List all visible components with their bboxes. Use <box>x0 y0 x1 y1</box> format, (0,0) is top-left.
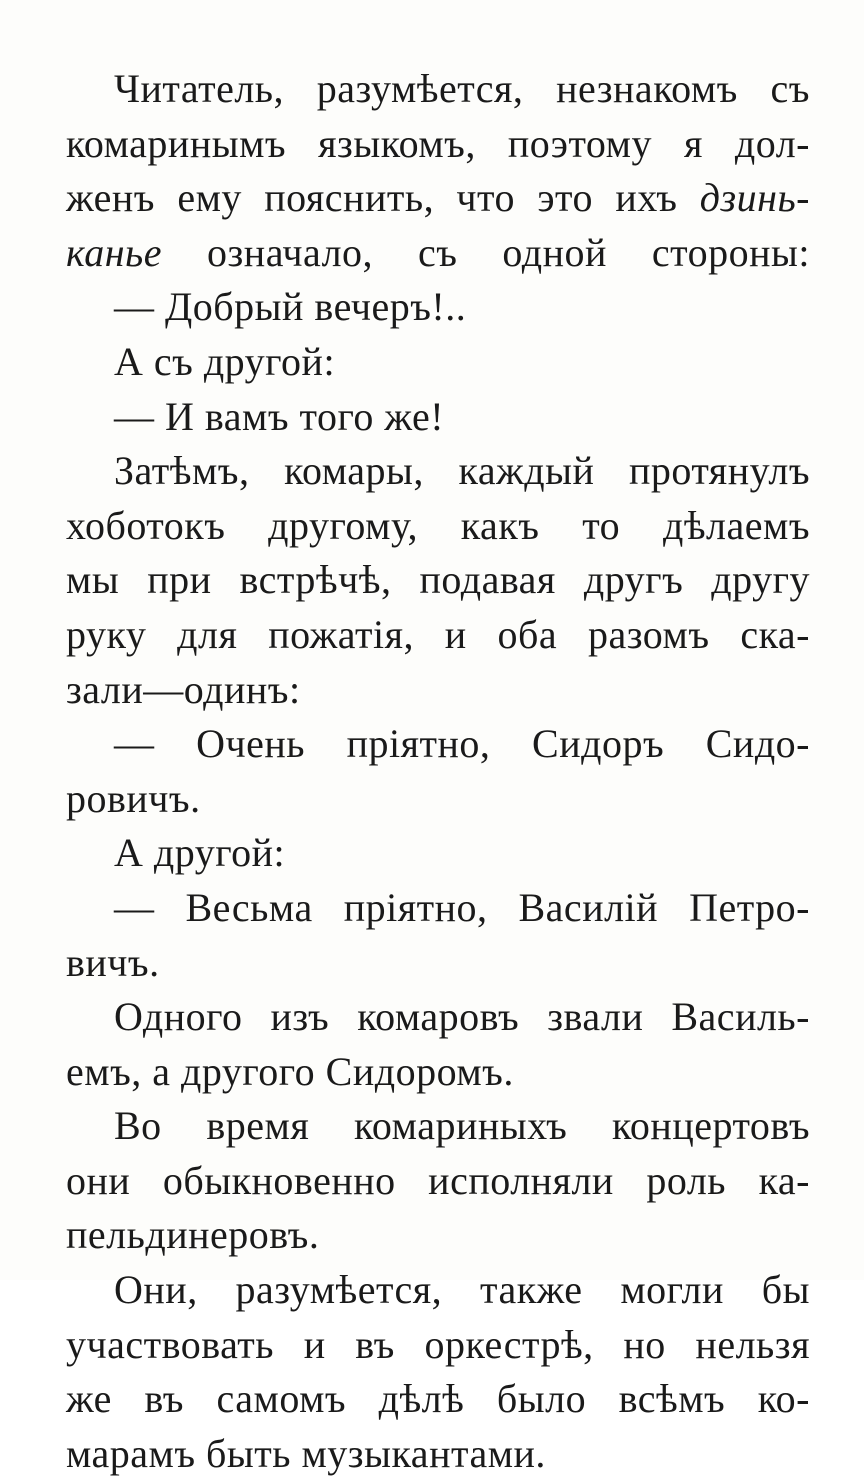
text-line: Затѣмъ, комары, каждый протянулъ <box>114 448 810 494</box>
text-line: руку для пожатія, и оба разомъ ска- <box>66 611 810 657</box>
text-line-main: женъ ему пояснить, что это ихъ <box>66 175 678 221</box>
text-line: они обыкновенно исполняли роль ка- <box>66 1157 810 1203</box>
text-line: же въ самомъ дѣлѣ было всѣмъ ко- <box>66 1376 810 1422</box>
text-line: А другой: <box>114 830 286 876</box>
text-line: пельдинеровъ. <box>66 1212 320 1258</box>
text-line: А съ другой: <box>114 338 336 384</box>
text-line-italic: дзинь- <box>699 175 811 221</box>
text-line: зали—одинъ: <box>66 666 301 712</box>
text-line: ровичъ. <box>66 775 201 821</box>
text-line: — И вамъ того же! <box>114 393 445 439</box>
text-line: участвовать и въ оркестрѣ, но нельзя <box>66 1321 810 1367</box>
text-line: комаринымъ языкомъ, поэтому я дол- <box>66 120 810 166</box>
text-line: Во время комариныхъ концертовъ <box>114 1103 810 1149</box>
text-line <box>66 171 810 226</box>
text-line: Читатель, разумѣется, незнакомъ съ <box>114 66 810 111</box>
text-line: — Весьма пріятно, Василій Петро- <box>114 884 810 930</box>
text-line: хоботокъ другому, какъ то дѣлаемъ <box>66 502 810 548</box>
text-line-main: означало, съ одной стороны: <box>207 229 811 275</box>
text-line: Одного изъ комаровъ звали Василь- <box>114 994 810 1040</box>
text-line: Они, разумѣется, также могли бы <box>114 1267 810 1313</box>
text-line: — Очень пріятно, Сидоръ Сидо- <box>114 721 810 767</box>
text-line: мы при встрѣчѣ, подавая другъ другу <box>66 557 810 603</box>
text-line: вичъ. <box>66 939 160 985</box>
text-line: марамъ быть музыкантами. <box>66 1430 546 1476</box>
text-line-italic: канье <box>66 229 163 275</box>
page-body-text <box>66 62 810 1481</box>
text-line: емъ, а другого Сидоромъ. <box>66 1048 514 1094</box>
text-line: — Добрый вечеръ!.. <box>114 284 467 330</box>
text-line <box>66 226 810 281</box>
